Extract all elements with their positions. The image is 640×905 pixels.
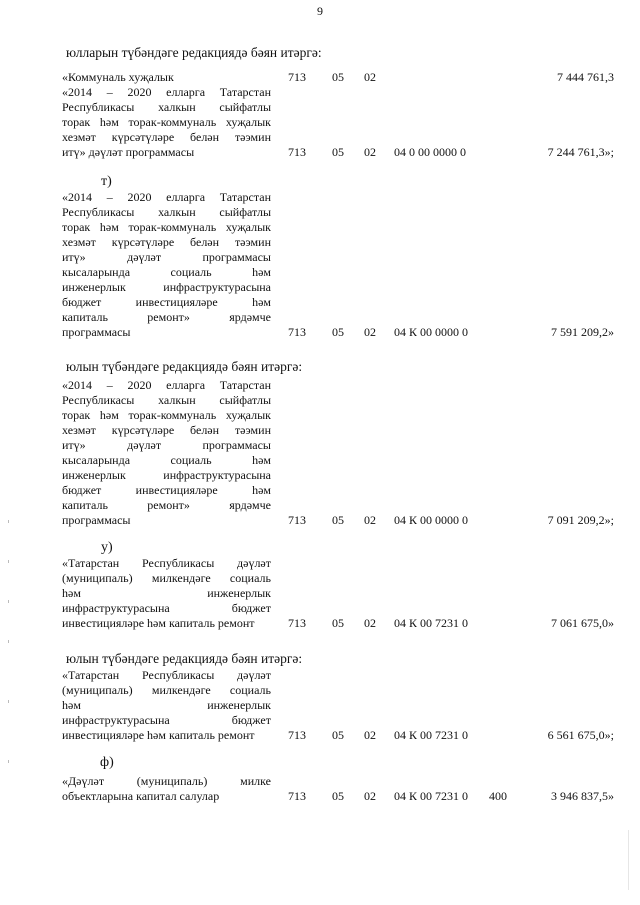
- row-csr: 04 К 00 7231 0: [394, 616, 469, 630]
- row-csr: 04 К 00 0000 0: [394, 325, 469, 339]
- row-label-line: итү» дәүләт программасы: [62, 145, 195, 159]
- row-rz: 05: [332, 70, 344, 84]
- row-pr: 02: [364, 789, 376, 803]
- row-ved: 713: [288, 513, 306, 527]
- row-ved: 713: [288, 145, 306, 159]
- row-pr: 02: [364, 513, 376, 527]
- row-pr: 02: [364, 616, 376, 630]
- row-label-line: Республикасы халкын сыйфатлы: [62, 205, 271, 219]
- row-label-line: «2014 – 2020 елларга Татарстан: [62, 85, 271, 99]
- row-label-line: һәм инженерлык: [62, 698, 271, 712]
- row-label-line: торак һәм торак-коммуналь хуҗалык: [62, 115, 271, 129]
- block-heading: юлын түбәндәге редакциядә бәян итәргә:: [66, 651, 303, 666]
- row-label-line: инфраструктурасына бюджет: [62, 713, 271, 727]
- row-label-line: (муниципаль) милкендәге социаль: [62, 571, 271, 585]
- row-rz: 05: [332, 789, 344, 803]
- scan-edge-line: [628, 830, 629, 890]
- row-label-line: хезмәт күрсәтүләре белән тәэмин: [62, 235, 271, 249]
- row-rz: 05: [332, 325, 344, 339]
- row-csr: 04 К 00 7231 0: [394, 728, 469, 742]
- row-label-line: хезмәт күрсәтүләре белән тәэмин: [62, 423, 271, 437]
- row-amount: 7 444 761,3: [557, 70, 614, 84]
- row-ved: 713: [288, 616, 306, 630]
- row-amount: 3 946 837,5»: [551, 789, 614, 803]
- row-label-line: инженерлык инфраструктурасына: [62, 280, 271, 294]
- block-heading: юлларын түбәндәге редакциядә бәян итәргә:: [66, 45, 322, 60]
- row-pr: 02: [364, 70, 376, 84]
- row-csr: 04 0 00 0000 0: [394, 145, 466, 159]
- row-label-line: итү» дәүләт программасы: [62, 438, 271, 452]
- block-heading: юлын түбәндәге редакциядә бәян итәргә:: [66, 359, 303, 374]
- row-label-line: Республикасы халкын сыйфатлы: [62, 100, 271, 114]
- row-rz: 05: [332, 145, 344, 159]
- item-marker: т): [101, 174, 112, 189]
- scan-edge-mark: [8, 760, 9, 763]
- row-label-line: капиталь ремонт» ярдәмче: [62, 498, 271, 512]
- row-label-line: «2014 – 2020 елларга Татарстан: [62, 190, 271, 204]
- row-ved: 713: [288, 70, 306, 84]
- row-amount: 7 244 761,3»;: [547, 145, 614, 159]
- row-rz: 05: [332, 616, 344, 630]
- row-ved: 713: [288, 728, 306, 742]
- row-pr: 02: [364, 145, 376, 159]
- row-rz: 05: [332, 513, 344, 527]
- row-ved: 713: [288, 325, 306, 339]
- row-label-line: Республикасы халкын сыйфатлы: [62, 393, 271, 407]
- row-label: «Коммуналь хуҗалык: [62, 70, 174, 84]
- row-csr: 04 К 00 0000 0: [394, 513, 469, 527]
- row-label-line: объектларына капитал салулар: [62, 789, 220, 803]
- row-label-line: бюджет инвестицияләре һәм: [62, 295, 271, 309]
- row-label-line: капиталь ремонт» ярдәмче: [62, 310, 271, 324]
- scan-edge-mark: [8, 600, 9, 603]
- row-label-line: кысаларында социаль һәм: [62, 453, 271, 467]
- scan-edge-mark: [8, 560, 9, 563]
- row-amount: 7 591 209,2»: [551, 325, 614, 339]
- row-label-line: инфраструктурасына бюджет: [62, 601, 271, 615]
- row-label-line: хезмәт күрсәтүләре белән тәэмин: [62, 130, 271, 144]
- row-label-line: (муниципаль) милкендәге социаль: [62, 683, 271, 697]
- row-amount: 7 061 675,0»: [551, 616, 614, 630]
- row-label-line: бюджет инвестицияләре һәм: [62, 483, 271, 497]
- row-pr: 02: [364, 728, 376, 742]
- row-rz: 05: [332, 728, 344, 742]
- row-label-line: «Татарстан Республикасы дәүләт: [62, 556, 271, 570]
- item-marker: у): [101, 540, 113, 555]
- row-label-line: итү» дәүләт программасы: [62, 250, 271, 264]
- row-label-line: кысаларында социаль һәм: [62, 265, 271, 279]
- row-label-line: «2014 – 2020 елларга Татарстан: [62, 378, 271, 392]
- scan-edge-mark: [8, 520, 9, 523]
- row-label-line: инженерлык инфраструктурасына: [62, 468, 271, 482]
- row-label-line: торак һәм торак-коммуналь хуҗалык: [62, 408, 271, 422]
- row-vr: 400: [489, 789, 507, 803]
- row-label-line: «Татарстан Республикасы дәүләт: [62, 668, 271, 682]
- item-marker: ф): [100, 755, 114, 770]
- row-csr: 04 К 00 7231 0: [394, 789, 469, 803]
- row-label-line: һәм инженерлык: [62, 586, 271, 600]
- row-label-line: «Дәүләт (муниципаль) милке: [62, 774, 271, 788]
- row-ved: 713: [288, 789, 306, 803]
- row-label-line: инвестицияләре һәм капиталь ремонт: [62, 728, 255, 742]
- row-label-line: программасы: [62, 513, 131, 527]
- row-label-line: инвестицияләре һәм капиталь ремонт: [62, 616, 255, 630]
- row-amount: 7 091 209,2»;: [547, 513, 614, 527]
- row-amount: 6 561 675,0»;: [547, 728, 614, 742]
- row-pr: 02: [364, 325, 376, 339]
- row-label-line: программасы: [62, 325, 131, 339]
- scan-edge-mark: [8, 700, 9, 703]
- row-label-line: торак һәм торак-коммуналь хуҗалык: [62, 220, 271, 234]
- scan-edge-mark: [8, 640, 9, 643]
- page-number: 9: [317, 4, 323, 18]
